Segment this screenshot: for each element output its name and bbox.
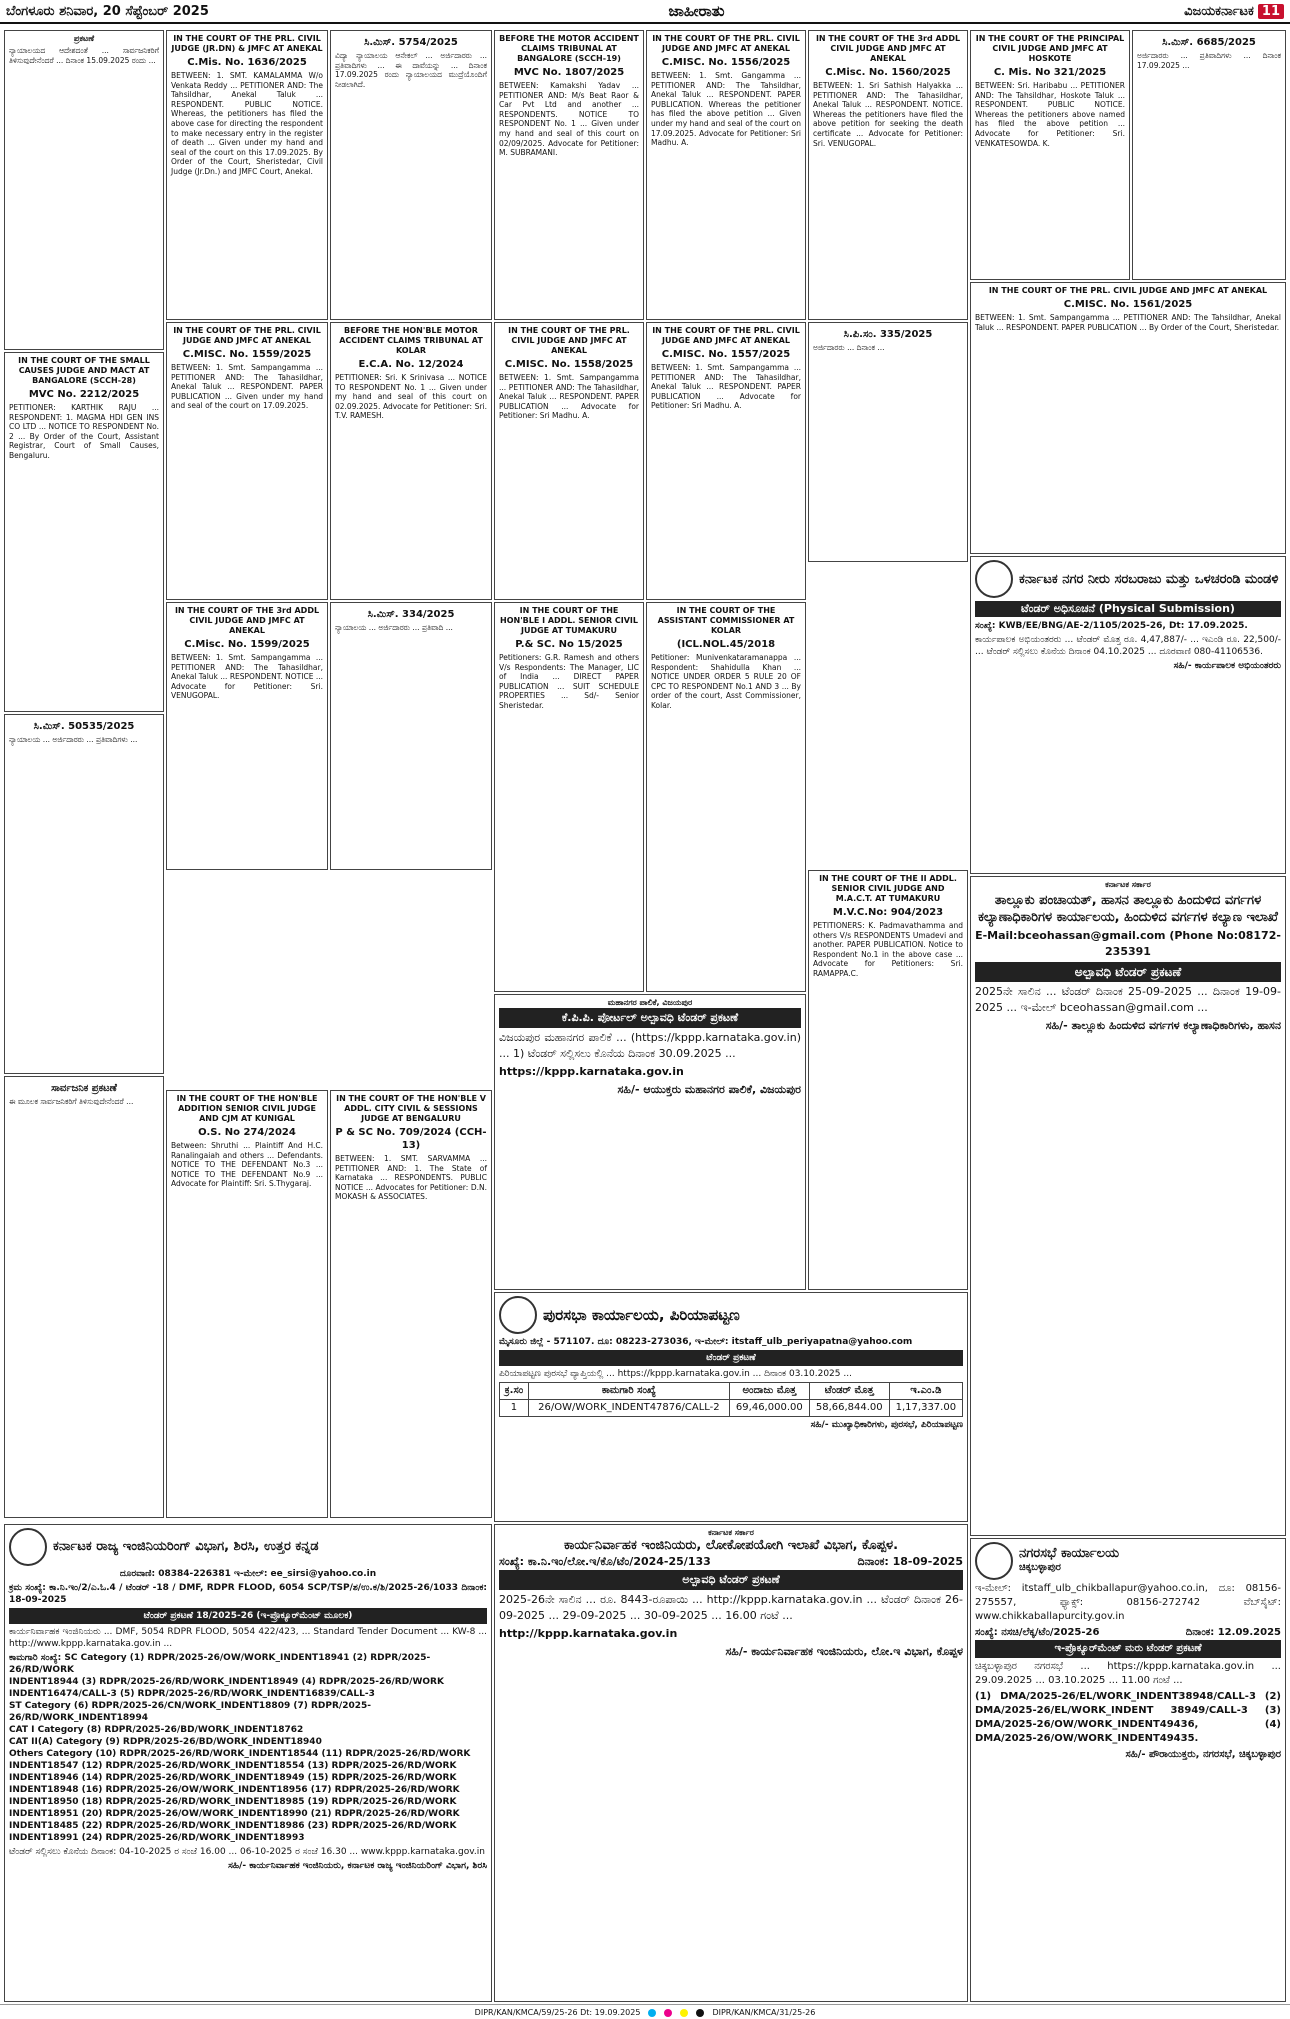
water-board-sign: ಸಹಿ/- ಕಾರ್ಯಪಾಲಕ ಅಭಿಯಂತರರು — [1173, 661, 1281, 671]
bceo-org: ತಾಲ್ಲೂಕು ಪಂಚಾಯತ್, ಹಾಸನ ತಾಲ್ಲೂಕು ಹಿಂದುಳಿದ ವರ್ಗಗಳ ಕಲ್ಯಾಣಾಧಿಕಾರಿಗಳ ಕಾರ್ಯಾಲಯ, ಹಿಂದುಳಿದ ವರ್ಗಗಳ ಕಲ್ಯಾಣ ಇಲಾಖೆ — [978, 893, 1278, 925]
notice-body: PETITIONER: Sri. K Srinivasa ... NOTICE TO RESPONDENT No. 1 ... Given under my hand and seal of this court on 02.09.2025. Advocate for Petitioner: Sri. T.V. RAMESH. — [335, 373, 487, 421]
notice-title: IN THE COURT OF THE HON'BLE V ADDL. CITY CIVIL & SESSIONS JUDGE AT BENGALURU — [336, 1094, 486, 1123]
rdpr-foot: ಟೆಂಡರ್ ಸಲ್ಲಿಸಲು ಕೊನೆಯ ದಿನಾಂಕ: 04-10-2025 ರ ಸಂಜೆ 16.00 ... 06-10-2025 ರ ಸಂಜೆ 16.30 ... www.kppp.karnataka.gov.in — [9, 1847, 485, 1857]
notice-number: O.S. No 274/2024 — [198, 1127, 296, 1138]
table-row — [500, 1400, 963, 1417]
bceo-body: 2025ನೇ ಸಾಲಿನ ... ಟೆಂಡರ್ ದಿನಾಂಕ 25-09-2025 ... ದಿನಾಂಕ 19-09-2025 ... ಇ-ಮೇಲ್ bceohassan@gmail.com ... — [975, 985, 1281, 1014]
notice-number: C.MISC. No. 1559/2025 — [182, 349, 312, 360]
chikkaballapur-tender — [970, 1538, 1286, 2002]
table-cell: 69,46,000.00 — [729, 1400, 809, 1417]
notice-title: IN THE COURT OF THE PRINCIPAL CIVIL JUDGE AND JMFC AT HOSKOTE — [975, 34, 1125, 63]
water-board-tender — [970, 556, 1286, 874]
list-item: INDENT18944 (3) RDPR/2025-26/RD/WORK_INDENT18949 (4) RDPR/2025-26/RD/WORK — [9, 1677, 444, 1687]
notice-number: C.Mis. No. 1636/2025 — [187, 57, 307, 68]
notice-body: BETWEEN: 1. Sri Sathish Halyakka ... PETITIONER AND: The Tahasildhar, Anekal Taluk ... RESPONDENT. NOTICE. Whereas the petitioners have filed the above petition for seeking the death certificate ... Advocate for Petitioner: Sri. VENUGOPAL. — [813, 81, 963, 148]
koppal-date: ದಿನಾಂಕ: 18-09-2025 — [857, 1555, 963, 1568]
notice-body: Between: Shruthi ... Plaintiff And H.C. Ranalingaiah and others ... Defendants. NOTICE TO THE DEFENDANT No.3 ... NOTICE TO THE DEFENDANT No.9 ... Advocate for Plaintiff: Sri. S.Thygaraj. — [171, 1141, 323, 1189]
notice-number: M.V.C.No: 904/2023 — [832, 907, 944, 918]
koppal-title: ಕರ್ನಾಟಕ ಸರ್ಕಾರ — [708, 1528, 754, 1537]
header-date: ಬೆಂಗಳೂರು ಶನಿವಾರ, 20 ಸೆಪ್ಟೆಂಬರ್ 2025 — [6, 3, 209, 19]
chikkaballapur-banner: ಇ-ಪ್ರೊಕ್ಯೂರ್‌ಮೆಂಟ್ ಮರು ಟೆಂಡರ್ ಪ್ರಕಟಣೆ — [975, 1640, 1281, 1658]
notice-d3 — [4, 714, 164, 1074]
emblem-icon — [975, 1542, 1013, 1580]
notice-number: P & SC No. 709/2024 (CCH-13) — [335, 1127, 487, 1151]
vijayapura-tender — [494, 994, 806, 1290]
notice-a2 — [330, 30, 492, 320]
chikkaballapur-sub: ಇ-ಮೇಲ್: itstaff_ulb_chikballapur@yahoo.co.in, ದೂ: 08156-275557, ಫ್ಯಾಕ್ಸ್: 08156-272742 ವೆಬ್‌ಸೈಟ್: www.chikkaballapurcity.gov.in — [975, 1583, 1281, 1622]
bceo-sign: ಸಹಿ/- ತಾಲ್ಲೂಕು ಹಿಂದುಳಿದ ವರ್ಗಗಳ ಕಲ್ಯಾಣಾಧಿಕಾರಿಗಳು, ಹಾಸನ — [1045, 1019, 1281, 1032]
notice-body: BETWEEN: 1. Smt. Gangamma ... PETITIONER AND: The Tahsildhar, Anekal Taluk ... RESPONDENT. PAPER PUBLICATION. Whereas the petitioner has filed the above petition ... Given under my hand and seal of the court on 17.09.2025. Advocate for Petitioner: Sri Madhu. A. — [651, 71, 801, 148]
notice-d1 — [166, 1090, 328, 1518]
chikkaballapur-sign: ಸಹಿ/- ಪೌರಾಯುಕ್ತರು, ನಗರಸಭೆ, ಚಿಕ್ಕಬಳ್ಳಾಪುರ — [1125, 1749, 1281, 1760]
list-item: INDENT18950 (18) RDPR/2025-26/RD/WORK_INDENT18985 (19) RDPR/2025-26/RD/WORK — [9, 1797, 457, 1807]
notice-a6 — [970, 30, 1130, 280]
notice-number: C.MISC. No. 1558/2025 — [504, 359, 634, 370]
notice-title: ಪ್ರಕಟಣೆ — [73, 34, 95, 43]
emblem-icon — [499, 1296, 537, 1334]
piriyapatna-title: ಪುರಸಭಾ ಕಾರ್ಯಾಲಯ, ಪಿರಿಯಾಪಟ್ಟಣ — [543, 1305, 740, 1324]
rdpr-header — [9, 1528, 487, 1566]
list-item: ST Category (6) RDPR/2025-26/CN/WORK_INDENT18809 (7) RDPR/2025-26/RD/WORK_INDENT18994 — [9, 1701, 371, 1723]
notice-a4 — [646, 30, 806, 320]
table-cell: 58,66,844.00 — [809, 1400, 889, 1417]
notice-body: ಅರ್ಜಿದಾರರು ... ದಿನಾಂಕ ... — [813, 343, 885, 352]
notice-c1 — [4, 352, 164, 712]
notice-body: BETWEEN: 1. Smt. Sampangamma ... PETITIONER AND: The Tahasildhar, Anekal Taluk ... RESPONDENT. NOTICE ... Advocate for Petitioner: Sri. VENUGOPAL. — [171, 653, 323, 701]
chikkaballapur-date: ದಿನಾಂಕ: 12.09.2025 — [1185, 1627, 1281, 1638]
notice-number: (ICL.NOL.45/2018 — [676, 639, 776, 650]
table-header-row — [500, 1383, 963, 1400]
chikkaballapur-header — [975, 1542, 1281, 1580]
rdpr-sirsi-tender — [4, 1524, 492, 2002]
notice-b6 — [1132, 30, 1286, 280]
notice-title: ಸಾರ್ವಜನಿಕ ಪ್ರಕಟಣೆ — [51, 1083, 117, 1094]
notice-body: BETWEEN: 1. SMT. SARVAMMA ... PETITIONER AND: 1. The State of Karnataka ... RESPONDENTS. PUBLIC NOTICE ... Advocates for Petitioner: D.N. MOKASH & ASSOCIATES. — [335, 1154, 487, 1202]
notice-number: C. Mis. No 321/2025 — [993, 67, 1107, 78]
koppal-banner: ಅಲ್ಪಾವಧಿ ಟೆಂಡರ್ ಪ್ರಕಟಣೆ — [499, 1570, 963, 1590]
notice-number: MVC No. 1807/2025 — [513, 67, 625, 78]
col-header: ಇ.ಎಂ.ಡಿ — [889, 1383, 962, 1400]
page-number: 11 — [1258, 4, 1284, 19]
notice-title: ಸಿ.ಮಿಸ್. 5754/2025 — [364, 37, 458, 48]
notice-title: IN THE COURT OF THE 3rd ADDL CIVIL JUDGE AND JMFC AT ANEKAL — [174, 606, 320, 635]
notice-title: ಸಿ.ಮಿಸ್. 50535/2025 — [33, 721, 135, 732]
vijayapura-sign: ಸಹಿ/- ಆಯುಕ್ತರು ಮಹಾನಗರ ಪಾಲಿಕೆ, ವಿಜಯಪುರ — [617, 1083, 801, 1096]
water-board-body: ಕಾರ್ಯಪಾಲಕ ಅಭಿಯಂತರರು ... ಟೆಂಡರ್ ಮೊತ್ತ ರೂ. 4,47,887/- ... ಇಎಂಡಿ ರೂ. 22,500/- ... ಟೆಂಡರ್ ಸಲ್ಲಿಸಲು ಕೊನೆಯ ದಿನಾಂಕ 04.10.2025 ... ದೂರವಾಣಿ 080-41106536. — [975, 635, 1281, 657]
notice-body: BETWEEN: 1. Smt. Sampangamma ... PETITIONER AND: The Tahasildhar, Anekal Taluk ... RESPONDENT. PAPER PUBLICATION ... Advocate for Petitioner: Sri Madhu. A. — [651, 363, 801, 411]
notice-body: BETWEEN: 1. Smt. Sampangamma ... PETITIONER AND: The Tahasildhar, Anekal Taluk ... RESPONDENT. PAPER PUBLICATION ... Advocate for Petitioner: Sri Madhu. A. — [499, 373, 639, 421]
bceo-banner: ಅಲ್ಪಾವಧಿ ಟೆಂಡರ್ ಪ್ರಕಟಣೆ — [975, 962, 1281, 982]
chikkaballapur-body: ಚಿಕ್ಕಬಳ್ಳಾಪುರ ನಗರಸಭೆ ... https://kppp.karnataka.gov.in ... 29.09.2025 ... 03.10.2025 ... 11.00 ಗಂಟೆ ... — [975, 1661, 1281, 1686]
piriyapatna-body: ಪಿರಿಯಾಪಟ್ಟಣ ಪುರಸಭೆ ವ್ಯಾಪ್ತಿಯಲ್ಲಿ ... https://kppp.karnataka.gov.in ... ದಿನಾಂಕ 03.10.2025 ... — [499, 1369, 852, 1379]
notice-body: BETWEEN: 1. Smt. Sampangamma ... PETITIONER AND: The Tahasildhar, Anekal Taluk ... RESPONDENT. PAPER PUBLICATION ... Given under my hand and seal of the court on 17.09.2025. — [171, 363, 323, 411]
list-item: CAT I Category (8) RDPR/2025-26/BD/WORK_INDENT18762 — [9, 1725, 304, 1735]
notice-title: IN THE COURT OF THE SMALL CAUSES JUDGE AND MACT AT BANGALORE (SCCH-28) — [18, 356, 150, 385]
bceo-email: E-Mail:bceohassan@gmail.com (Phone No:08172-235391 — [975, 929, 1281, 958]
header-section: ಜಾಹೀರಾತು — [668, 2, 725, 20]
registration-dot-black-icon — [696, 2009, 704, 2017]
notice-number: E.C.A. No. 12/2024 — [358, 359, 464, 370]
notice-title: IN THE COURT OF THE PRL. CIVIL JUDGE AND JMFC AT ANEKAL — [508, 326, 630, 355]
notice-c4 — [494, 602, 644, 992]
vijayapura-url[interactable]: https://kppp.karnataka.gov.in — [499, 1065, 684, 1078]
notice-a3 — [494, 30, 644, 320]
notice-b5 — [646, 322, 806, 600]
notice-title: ಸಿ.ಪಿ.ಸಂ. 335/2025 — [843, 329, 933, 340]
notice-body: ನ್ಯಾಯಾಲಯ ... ಅರ್ಜಿದಾರರು ... ಪ್ರತಿವಾದಿಗಳು ... — [9, 735, 138, 744]
notice-c7 — [808, 870, 968, 1290]
chikkaballapur-heading — [1019, 1547, 1119, 1575]
chikkaballapur-ref-row — [975, 1626, 1281, 1640]
notice-title: IN THE COURT OF THE PRL. CIVIL JUDGE AND JMFC AT ANEKAL — [652, 326, 800, 345]
notice-number: C.MISC. No. 1561/2025 — [1063, 299, 1193, 310]
notice-b1 — [4, 30, 164, 350]
rdpr-ref: ಕ್ರಮ ಸಂಖ್ಯೆ: ಕಾ.ನಿ.ಇಂ/2/ಎ.ಓ.4 / ಟೆಂಡರ್ -18 / DMF, RDPR FLOOD, 6054 SCP/TSP/ಶ/ಉ.ಕ/ಶಿ/2025-26/1033 ದಿನಾಂಕ: 18-09-2025 — [9, 1583, 487, 1605]
registration-dot-magenta-icon — [664, 2009, 672, 2017]
notice-b2 — [166, 322, 328, 600]
koppal-ref-row — [499, 1554, 963, 1570]
col-header: ಅಂದಾಜು ಮೊತ್ತ — [729, 1383, 809, 1400]
list-item: Others Category (10) RDPR/2025-26/RD/WORK_INDENT18544 (11) RDPR/2025-26/RD/WORK — [9, 1749, 471, 1759]
footer-right: DIPR/KAN/KMCA/31/25-26 — [712, 2008, 816, 2017]
list-item: INDENT18951 (20) RDPR/2025-26/OW/WORK_INDENT18990 (21) RDPR/2025-26/RD/WORK — [9, 1809, 460, 1819]
notice-c6 — [808, 322, 968, 562]
notice-title: IN THE COURT OF THE PRL. CIVIL JUDGE AND JMFC AT ANEKAL — [988, 286, 1268, 295]
notice-body: ಈ ಮೂಲಕ ಸಾರ್ವಜನಿಕರಿಗೆ ತಿಳಿಸುವುದೇನೆಂದರೆ ... — [9, 1097, 134, 1106]
notice-title: BEFORE THE MOTOR ACCIDENT CLAIMS TRIBUNAL AT BANGALORE (SCCH-19) — [499, 34, 639, 63]
koppal-url[interactable]: http://kppp.karnataka.gov.in — [499, 1627, 678, 1640]
water-board-header — [975, 560, 1281, 598]
col-header: ಕಾಮಗಾರಿ ಸಂಖ್ಯೆ — [528, 1383, 729, 1400]
notice-title: IN THE COURT OF THE PRL. CIVIL JUDGE AND JMFC AT ANEKAL — [173, 326, 321, 345]
water-board-banner: ಟೆಂಡರ್ ಅಧಿಸೂಚನೆ (Physical Submission) — [975, 601, 1281, 617]
notice-body: Petitioner: Munivenkataramanappa ... Respondent: Shahidulla Khan ... NOTICE UNDER ORDER 5 RULE 20 OF CPC TO RESPONDENT No.1 AND 3 ... By order of the court, Asst Commissioner, Kolar. — [651, 653, 801, 710]
vijayapura-banner: ಕೆ.ಪಿ.ಪಿ. ಪೋರ್ಟಲ್ ಅಲ್ಪಾವಧಿ ಟೆಂಡರ್ ಪ್ರಕಟಣೆ — [499, 1008, 801, 1028]
rdpr-banner: ಟೆಂಡರ್ ಪ್ರಕಟಣೆ 18/2025-26 (ಇ-ಪ್ರೊಕ್ಯೂರ್‌ಮೆಂಟ್ ಮೂಲಕ) — [9, 1608, 487, 1624]
notice-body: Petitioners: G.R. Ramesh and others V/s Respondents: The Manager, LIC of India ... DIRECT PAPER PUBLICATION ... SUIT SCHEDULE PROPERTIES ... Sd/- Senior Sheristedar. — [499, 653, 639, 710]
notice-title: IN THE COURT OF THE HON'BLE ADDITION SENIOR CIVIL JUDGE AND CJM AT KUNIGAL — [176, 1094, 318, 1123]
notice-body: ಅರ್ಜಿದಾರರು ... ಪ್ರತಿವಾದಿಗಳು ... ದಿನಾಂಕ 17.09.2025 ... — [1137, 51, 1281, 70]
notice-body: BETWEEN: Kamakshi Yadav ... PETITIONER AND: M/s Beat Raor & Car Pvt Ltd and another ... RESPONDENTS. NOTICE TO RESPONDENT No. 1 ... Given under my hand and seal of this court on 02/09/2025. Advocate for Petitioner: M. SUBRAMANI. — [499, 81, 639, 158]
rdpr-body: ಕಾರ್ಯನಿರ್ವಾಹಕ ಇಂಜಿನಿಯರು ... DMF, 5054 RDPR FLOOD, 5054 422/423, ... Standard Tender Document ... KW-8 ... http://www.kppp.karnataka.gov.in ... — [9, 1627, 487, 1649]
notice-body: ನ್ಯಾಯಾಲಯ ... ಅರ್ಜಿದಾರರು ... ಪ್ರತಿವಾದಿ ... — [335, 623, 453, 632]
notice-number: P.& SC. No 15/2025 — [515, 639, 623, 650]
notice-a1 — [166, 30, 328, 320]
table-cell: 26/OW/WORK_INDENT47876/CALL-2 — [528, 1400, 729, 1417]
rdpr-title: ಕರ್ನಾಟಕ ರಾಜ್ಯ ಇಂಜಿನಿಯರಿಂಗ್ ವಿಭಾಗ, ಶಿರಸಿ, ಉತ್ತರ ಕನ್ನಡ — [53, 1539, 319, 1554]
notice-number: C.MISC. No. 1557/2025 — [661, 349, 791, 360]
bceo-title: ಕರ್ನಾಟಕ ಸರ್ಕಾರ — [1105, 880, 1151, 889]
notice-body: BETWEEN: 1. Smt. Sampangamma ... PETITIONER AND: The Tahsildhar, Anekal Taluk ... RESPONDENT. PAPER PUBLICATION ... By Order of the Court, Sheristedar. — [975, 313, 1281, 332]
koppal-org: ಕಾರ್ಯನಿರ್ವಾಹಕ ಇಂಜಿನಿಯರು, ಲೋಕೋಪಯೋಗಿ ಇಲಾಖೆ ವಿಭಾಗ, ಕೊಪ್ಪಳ. — [563, 1538, 899, 1553]
notice-number: C.Misc. No. 1599/2025 — [184, 639, 310, 650]
list-item: INDENT18991 (24) RDPR/2025-26/RD/WORK_INDENT18993 — [9, 1833, 305, 1843]
notice-b4 — [494, 322, 644, 600]
water-board-title: ಕರ್ನಾಟಕ ನಗರ ನೀರು ಸರಬರಾಜು ಮತ್ತು ಒಳಚರಂಡಿ ಮಂಡಳಿ — [1019, 571, 1279, 587]
piriyapatna-header — [499, 1296, 963, 1334]
list-item: INDENT18948 (16) RDPR/2025-26/OW/WORK_INDENT18956 (17) RDPR/2025-26/RD/WORK — [9, 1785, 460, 1795]
rdpr-sign: ಸಹಿ/- ಕಾರ್ಯನಿರ್ವಾಹಕ ಇಂಜಿನಿಯರು, ಕರ್ನಾಟಕ ರಾಜ್ಯ ಇಂಜಿನಿಯರಿಂಗ್ ವಿಭಾಗ, ಶಿರಸಿ — [228, 1861, 487, 1871]
notice-c2 — [166, 602, 328, 870]
table-cell: 1 — [500, 1400, 529, 1417]
piriyapatna-table — [499, 1382, 963, 1417]
emblem-icon — [975, 560, 1013, 598]
notice-title: IN THE COURT OF THE HON'BLE I ADDL. SENIOR CIVIL JUDGE AT TUMAKURU — [500, 606, 638, 635]
chikkaballapur-place: ಚಿಕ್ಕಬಳ್ಳಾಪುರ — [1019, 1562, 1061, 1573]
notice-body: BETWEEN: Sri. Haribabu ... PETITIONER AND: The Tahsildhar, Hoskote Taluk ... RESPONDENT. PUBLIC NOTICE. Whereas the petitioners above named has filed the above petition ... Advocate for Petitioner: Sri. VENKATESOWDA. K. — [975, 81, 1125, 148]
notice-title: IN THE COURT OF THE II ADDL. SENIOR CIVIL JUDGE AND M.A.C.T. AT TUMAKURU — [819, 874, 957, 903]
notice-b3 — [330, 322, 492, 600]
col-header: ಕ್ರ.ಸಂ — [500, 1383, 529, 1400]
notice-a5 — [808, 30, 968, 320]
notice-title: BEFORE THE HON'BLE MOTOR ACCIDENT CLAIMS TRIBUNAL AT KOLAR — [339, 326, 483, 355]
notice-c3 — [330, 602, 492, 870]
list-item: ಕಾಮಗಾರಿ ಸಂಖ್ಯೆ: SC Category (1) RDPR/2025-26/OW/WORK_INDENT18941 (2) RDPR/2025-26/RD/WORK — [9, 1653, 431, 1675]
rdpr-sub: ದೂರವಾಣಿ: 08384-226381 ಇ-ಮೇಲ್: ee_sirsi@yahoo.co.in — [119, 1569, 377, 1579]
table-cell: 1,17,337.00 — [889, 1400, 962, 1417]
header-brand — [1184, 4, 1290, 19]
notice-title: IN THE COURT OF THE PRL. CIVIL JUDGE (JR.DN) & JMFC AT ANEKAL — [171, 34, 323, 53]
list-item: INDENT16474/CALL-3 (5) RDPR/2025-26/RD/WORK_INDENT16839/CALL-3 — [9, 1689, 375, 1699]
page-footer — [0, 2004, 1290, 2019]
list-item: INDENT18946 (14) RDPR/2025-26/RD/WORK_INDENT18949 (15) RDPR/2025-26/RD/WORK — [9, 1773, 457, 1783]
notice-body: PETITIONERS: K. Padmavathamma and others V/s RESPONDENTS Umadevi and another. PAPER PUBLICATION. Notice to Respondent No.1 in the above case ... Advocate for Petitioners: Sri. RAMAPPA.C. — [813, 921, 963, 978]
notice-d2 — [330, 1090, 492, 1518]
list-item: INDENT18485 (22) RDPR/2025-26/RD/WORK_INDENT18986 (23) RDPR/2025-26/RD/WORK — [9, 1821, 457, 1831]
chikkaballapur-title: ನಗರಸಭೆ ಕಾರ್ಯಾಲಯ — [1019, 1546, 1119, 1561]
notice-number: C.Misc. No. 1560/2025 — [825, 67, 951, 78]
koppal-sign: ಸಹಿ/- ಕಾರ್ಯನಿರ್ವಾಹಕ ಇಂಜಿನಿಯರು, ಲೋ.ಇ ವಿಭಾಗ, ಕೊಪ್ಪಳ — [725, 1645, 963, 1658]
chikkaballapur-ref: ಸಂಖ್ಯೆ: ನಸಚಿ/ಲೆಕ್ಕ/ಟೆಂ/2025-26 — [975, 1627, 1100, 1638]
registration-dot-yellow-icon — [680, 2009, 688, 2017]
chikkaballapur-works: (1) DMA/2025-26/EL/WORK_INDENT38948/CALL-3 (2) DMA/2025-26/EL/WORK_INDENT 38949/CALL-3 (3) DMA/2025-26/OW/WORK_INDENT49436, (4) DMA/2025-26/OW/WORK_INDENT49435. — [975, 1691, 1281, 1744]
notice-title: IN THE COURT OF THE 3rd ADDL CIVIL JUDGE AND JMFC AT ANEKAL — [815, 34, 961, 63]
vijayapura-title: ಮಹಾನಗರ ಪಾಲಿಕೆ, ವಿಜಯಪುರ — [607, 998, 693, 1007]
piriyapatna-banner: ಟೆಂಡರ್ ಪ್ರಕಟಣೆ — [499, 1350, 963, 1366]
vijayapura-body: ವಿಜಯಪುರ ಮಹಾನಗರ ಪಾಲಿಕೆ ... (https://kppp.karnataka.gov.in) ... 1) ಟೆಂಡರ್ ಸಲ್ಲಿಸಲು ಕೊನೆಯ ದಿನಾಂಕ 30.09.2025 ... — [499, 1031, 801, 1060]
page-header — [0, 0, 1290, 24]
registration-dot-cyan-icon — [648, 2009, 656, 2017]
footer-left: DIPR/KAN/KMCA/59/25-26 Dt: 19.09.2025 — [474, 2008, 641, 2017]
list-item: CAT II(A) Category (9) RDPR/2025-26/BD/WORK_INDENT18940 — [9, 1737, 322, 1747]
notice-title: ಸಿ.ಮಿಸ್. 334/2025 — [367, 609, 455, 620]
list-item: INDENT18547 (12) RDPR/2025-26/RD/WORK_INDENT18554 (13) RDPR/2025-26/RD/WORK — [9, 1761, 457, 1771]
piriyapatna-tender — [494, 1292, 968, 1522]
notice-number: C.MISC. No. 1556/2025 — [661, 57, 791, 68]
notice-d4 — [4, 1076, 164, 1518]
notice-title: ಸಿ.ಮಿಸ್. 6685/2025 — [1162, 37, 1256, 48]
koppal-ref: ಸಂಖ್ಯೆ: ಕಾ.ನಿ.ಇಂ/ಲೋ.ಇ/ಕೊ/ಟೆಂ/2024-25/133 — [499, 1555, 711, 1568]
water-board-ref: ಸಂಖ್ಯೆ: KWB/EE/BNG/AE-2/1105/2025-26, Dt: 17.09.2025. — [975, 621, 1248, 631]
notice-title: IN THE COURT OF THE PRL. CIVIL JUDGE AND JMFC AT ANEKAL — [652, 34, 800, 53]
notice-body: BETWEEN: 1. SMT. KAMALAMMA W/o Venkata Reddy ... PETITIONER AND: The Tahsildhar, Anekal Taluk ... RESPONDENT. PUBLIC NOTICE. Whereas, the petitioners has filed the above case for directing the respondent to make necessary entry in the register of death ... Given under my hand and seal of the court on this 17.09.2025. By Order of the Court, Sheristedar, Civil Judge (Jr.Dn.) and JMFC Court, Anekal. — [171, 71, 323, 176]
notice-title: IN THE COURT OF THE ASSISTANT COMMISSIONER AT KOLAR — [657, 606, 795, 635]
notice-number: MVC No. 2212/2025 — [28, 389, 140, 400]
notice-body: ನ್ಯಾಯಾಲಯದ ಆದೇಶದಂತೆ ... ಸಾರ್ವಜನಿಕರಿಗೆ ತಿಳಿಸುವುದೇನೆಂದರೆ ... ದಿನಾಂಕ 15.09.2025 ರಂದು ... — [9, 46, 159, 65]
bceo-hassan-tender — [970, 876, 1286, 1536]
koppal-body: 2025-26ನೇ ಸಾಲಿನ ... ರೂ. 8443-ರೂಪಾಯಿ ... http://kppp.karnataka.gov.in ... ಟೆಂಡರ್ ದಿನಾಂಕ 26-09-2025 ... 29-09-2025 ... 30-09-2025 ... 16.00 ಗಂಟೆ ... — [499, 1593, 963, 1622]
piriyapatna-sub: ಮೈಸೂರು ಜಿಲ್ಲೆ - 571107. ದೂ: 08223-273036, ಇ-ಮೇಲ್: itstaff_ulb_periyapatna@yahoo.com — [499, 1337, 913, 1347]
piriyapatna-sign: ಸಹಿ/- ಮುಖ್ಯಾಧಿಕಾರಿಗಳು, ಪುರಸಭೆ, ಪಿರಿಯಾಪಟ್ಟಣ — [810, 1420, 963, 1430]
rdpr-work-list — [9, 1652, 487, 1844]
notice-b7 — [970, 282, 1286, 554]
emblem-icon — [9, 1528, 47, 1566]
koppal-tender — [494, 1524, 968, 2002]
notice-body: ವಿದ್ಯಾ ನ್ಯಾಯಾಲಯ ಆನೇಕಲ್ ... ಅರ್ಜಿದಾರರು ... ಪ್ರತಿವಾದಿಗಳು ... ಈ ದಾವೆಯನ್ನು ... ದಿನಾಂಕ 17.09.2025 ರಂದು ನ್ಯಾಯಾಲಯದ ಮುದ್ರೆಯೊಂದಿಗೆ ನೀಡಲಾಗಿದೆ. — [335, 51, 487, 89]
brand-name: ವಿಜಯಕರ್ನಾಟಕ — [1184, 3, 1254, 19]
col-header: ಟೆಂಡರ್ ಮೊತ್ತ — [809, 1383, 889, 1400]
notice-c5 — [646, 602, 806, 992]
notice-body: PETITIONER: KARTHIK RAJU ... RESPONDENT: 1. MAGMA HDI GEN INS CO LTD ... NOTICE TO RESPONDENT No. 2 ... By Order of the Court, Assistant Registrar, Court of Small Causes, Bengaluru. — [9, 403, 159, 460]
